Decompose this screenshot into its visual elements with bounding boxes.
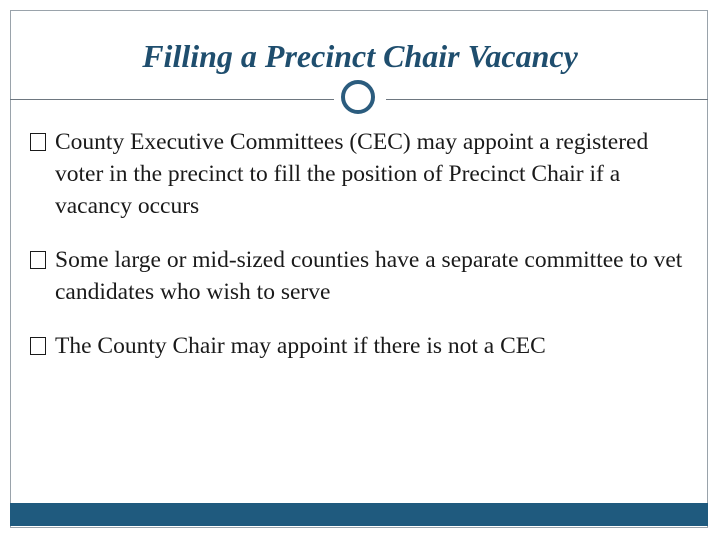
bullet-item	[30, 330, 690, 362]
title-divider-right	[386, 99, 708, 100]
bullet-text: County Executive Committees (CEC) may appoint a registered voter in the precinct to fill the position of Precinct Chair if a vacancy occurs	[55, 129, 649, 219]
bullet-item	[30, 126, 690, 222]
square-bullet-icon	[30, 251, 46, 269]
footer-bar	[10, 503, 708, 526]
circle-ornament-icon	[341, 80, 375, 114]
bullet-text: Some large or mid-sized counties have a separate committee to vet candidates who wish to serve	[55, 247, 683, 305]
title-divider-left	[10, 99, 334, 100]
square-bullet-icon	[30, 337, 46, 355]
slide-title: Filling a Precinct Chair Vacancy	[142, 38, 578, 74]
bullet-list	[30, 126, 690, 384]
square-bullet-icon	[30, 133, 46, 151]
bullet-item	[30, 244, 690, 308]
bullet-text: The County Chair may appoint if there is not a CEC	[55, 333, 546, 359]
